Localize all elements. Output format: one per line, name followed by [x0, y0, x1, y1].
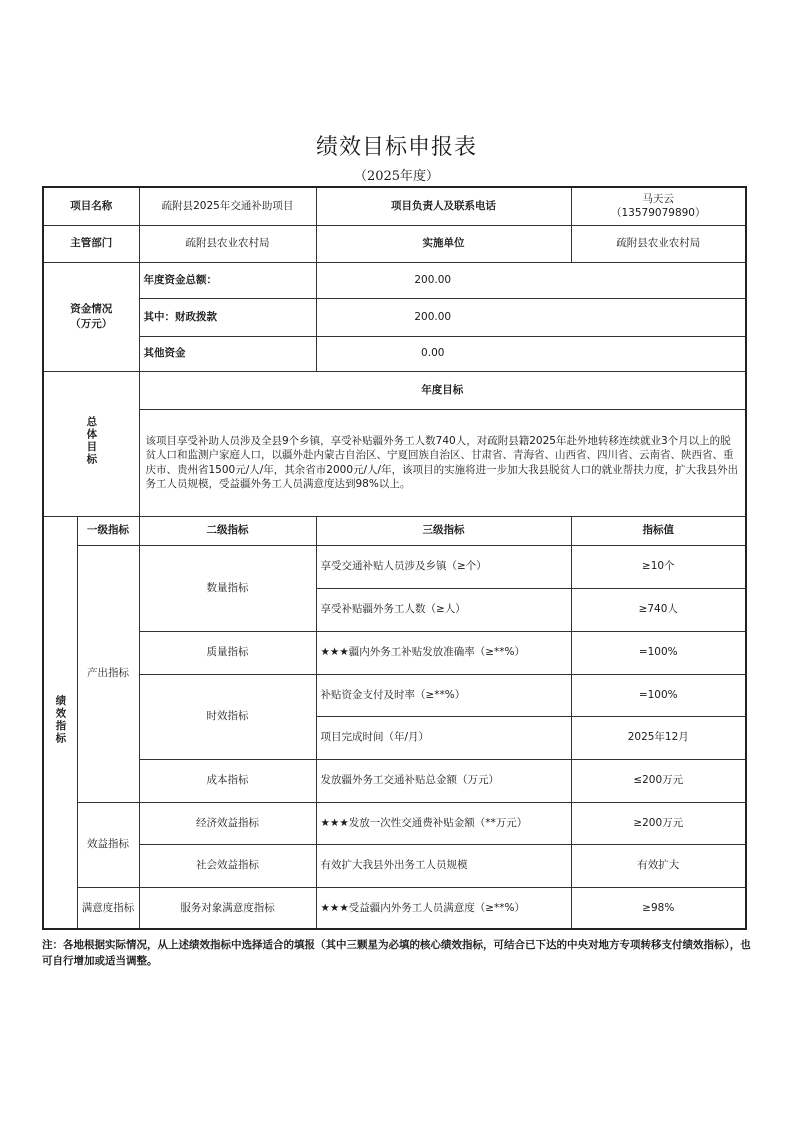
indicator-value: =100%	[571, 674, 746, 716]
project-name-label: 项目名称	[43, 187, 139, 225]
col-level2: 二级指标	[139, 516, 316, 545]
indicators-section-cell	[43, 516, 77, 929]
performance-form-table	[42, 186, 747, 930]
service-label: 服务对象满意度指标	[139, 887, 316, 929]
social-label: 社会效益指标	[139, 844, 316, 887]
indicator-value: ≥10个	[571, 545, 746, 588]
dept-value: 疏附县农业农村局	[139, 225, 316, 262]
contact-value	[571, 187, 746, 225]
page-subtitle: （2025年度）	[353, 169, 440, 184]
indicator-name: 项目完成时间（年/月）	[316, 716, 571, 759]
funds-row-value: 0.00	[316, 336, 746, 371]
contact-label: 项目负责人及联系电话	[316, 187, 571, 225]
contact-name: 马天云	[642, 193, 674, 206]
funds-row-value: 200.00	[316, 262, 746, 298]
indicator-name: 享受交通补贴人员涉及乡镇（≥个）	[316, 545, 571, 588]
funds-label-line1: 资金情况	[70, 303, 113, 316]
goal-text: 该项目享受补助人员涉及全县9个乡镇，享受补贴疆外务工人数740人，对疏附县籍2025年赴外地转移连续就业3个月以上的脱贫人口和监测户家庭人口，以疆外赴内蒙古自治区、宁夏回族自治区、甘肃省、青海省、山西省、四川省、云南省、陕西省、重庆市、贵州省1500元/人/年，其余省市2000元/人/年，该项目的实施将进一步加大我县脱贫人口的就业帮扶力度，扩大我县外出务工人员规模，受益疆外务工人员满意度达到98%以上。	[139, 409, 746, 516]
output-label: 产出指标	[77, 545, 139, 802]
indicator-name: 补贴资金支付及时率（≥**%）	[316, 674, 571, 716]
indicator-name: 发放疆外务工交通补贴总金额（万元）	[316, 759, 571, 802]
indicator-value: 2025年12月	[571, 716, 746, 759]
quantity-label: 数量指标	[139, 545, 316, 631]
indicator-value: =100%	[571, 631, 746, 674]
indicators-section-label: 绩效指标	[54, 695, 67, 746]
indicator-name: 有效扩大我县外出务工人员规模	[316, 844, 571, 887]
funds-row-label: 其中：财政拨款	[139, 298, 316, 336]
funds-label-line2: （万元）	[70, 317, 113, 330]
indicator-name: 享受补贴疆外务工人数（≥人）	[316, 588, 571, 631]
page-title: 绩效目标申报表	[315, 135, 477, 160]
quality-label: 质量指标	[139, 631, 316, 674]
goal-label-cell	[43, 371, 139, 516]
dept-label: 主管部门	[43, 225, 139, 262]
funds-row-label: 年度资金总额：	[139, 262, 316, 298]
funds-row-label: 其他资金	[139, 336, 316, 371]
satisfaction-label: 满意度指标	[77, 887, 139, 929]
economic-label: 经济效益指标	[139, 802, 316, 844]
funds-row-value: 200.00	[316, 298, 746, 336]
contact-phone: （13579079890）	[611, 207, 706, 220]
footnote: 注：各地根据实际情况，从上述绩效指标中选择适合的填报（其中三颗星为必填的核心绩效指标，可结合已下达的中央对地方专项转移支付绩效指标），也可自行增加或适当调整。	[42, 939, 751, 968]
col-level1: 一级指标	[77, 516, 139, 545]
indicator-name: ★★★疆内外务工补贴发放准确率（≥**%）	[316, 631, 571, 674]
goal-label: 总体目标	[85, 416, 98, 467]
project-name-value: 疏附县2025年交通补助项目	[139, 187, 316, 225]
col-value: 指标值	[571, 516, 746, 545]
col-level3: 三级指标	[316, 516, 571, 545]
timeliness-label: 时效指标	[139, 674, 316, 759]
indicator-name: ★★★发放一次性交通费补贴金额（**万元）	[316, 802, 571, 844]
indicator-name: ★★★受益疆内外务工人员满意度（≥**%）	[316, 887, 571, 929]
indicator-value: ≤200万元	[571, 759, 746, 802]
benefit-label: 效益指标	[77, 802, 139, 887]
indicator-value: 有效扩大	[571, 844, 746, 887]
cost-label: 成本指标	[139, 759, 316, 802]
indicator-value: ≥98%	[571, 887, 746, 929]
goal-header: 年度目标	[139, 371, 746, 409]
indicator-value: ≥740人	[571, 588, 746, 631]
impl-value: 疏附县农业农村局	[571, 225, 746, 262]
impl-label: 实施单位	[316, 225, 571, 262]
indicator-value: ≥200万元	[571, 802, 746, 844]
funds-label	[43, 262, 139, 371]
